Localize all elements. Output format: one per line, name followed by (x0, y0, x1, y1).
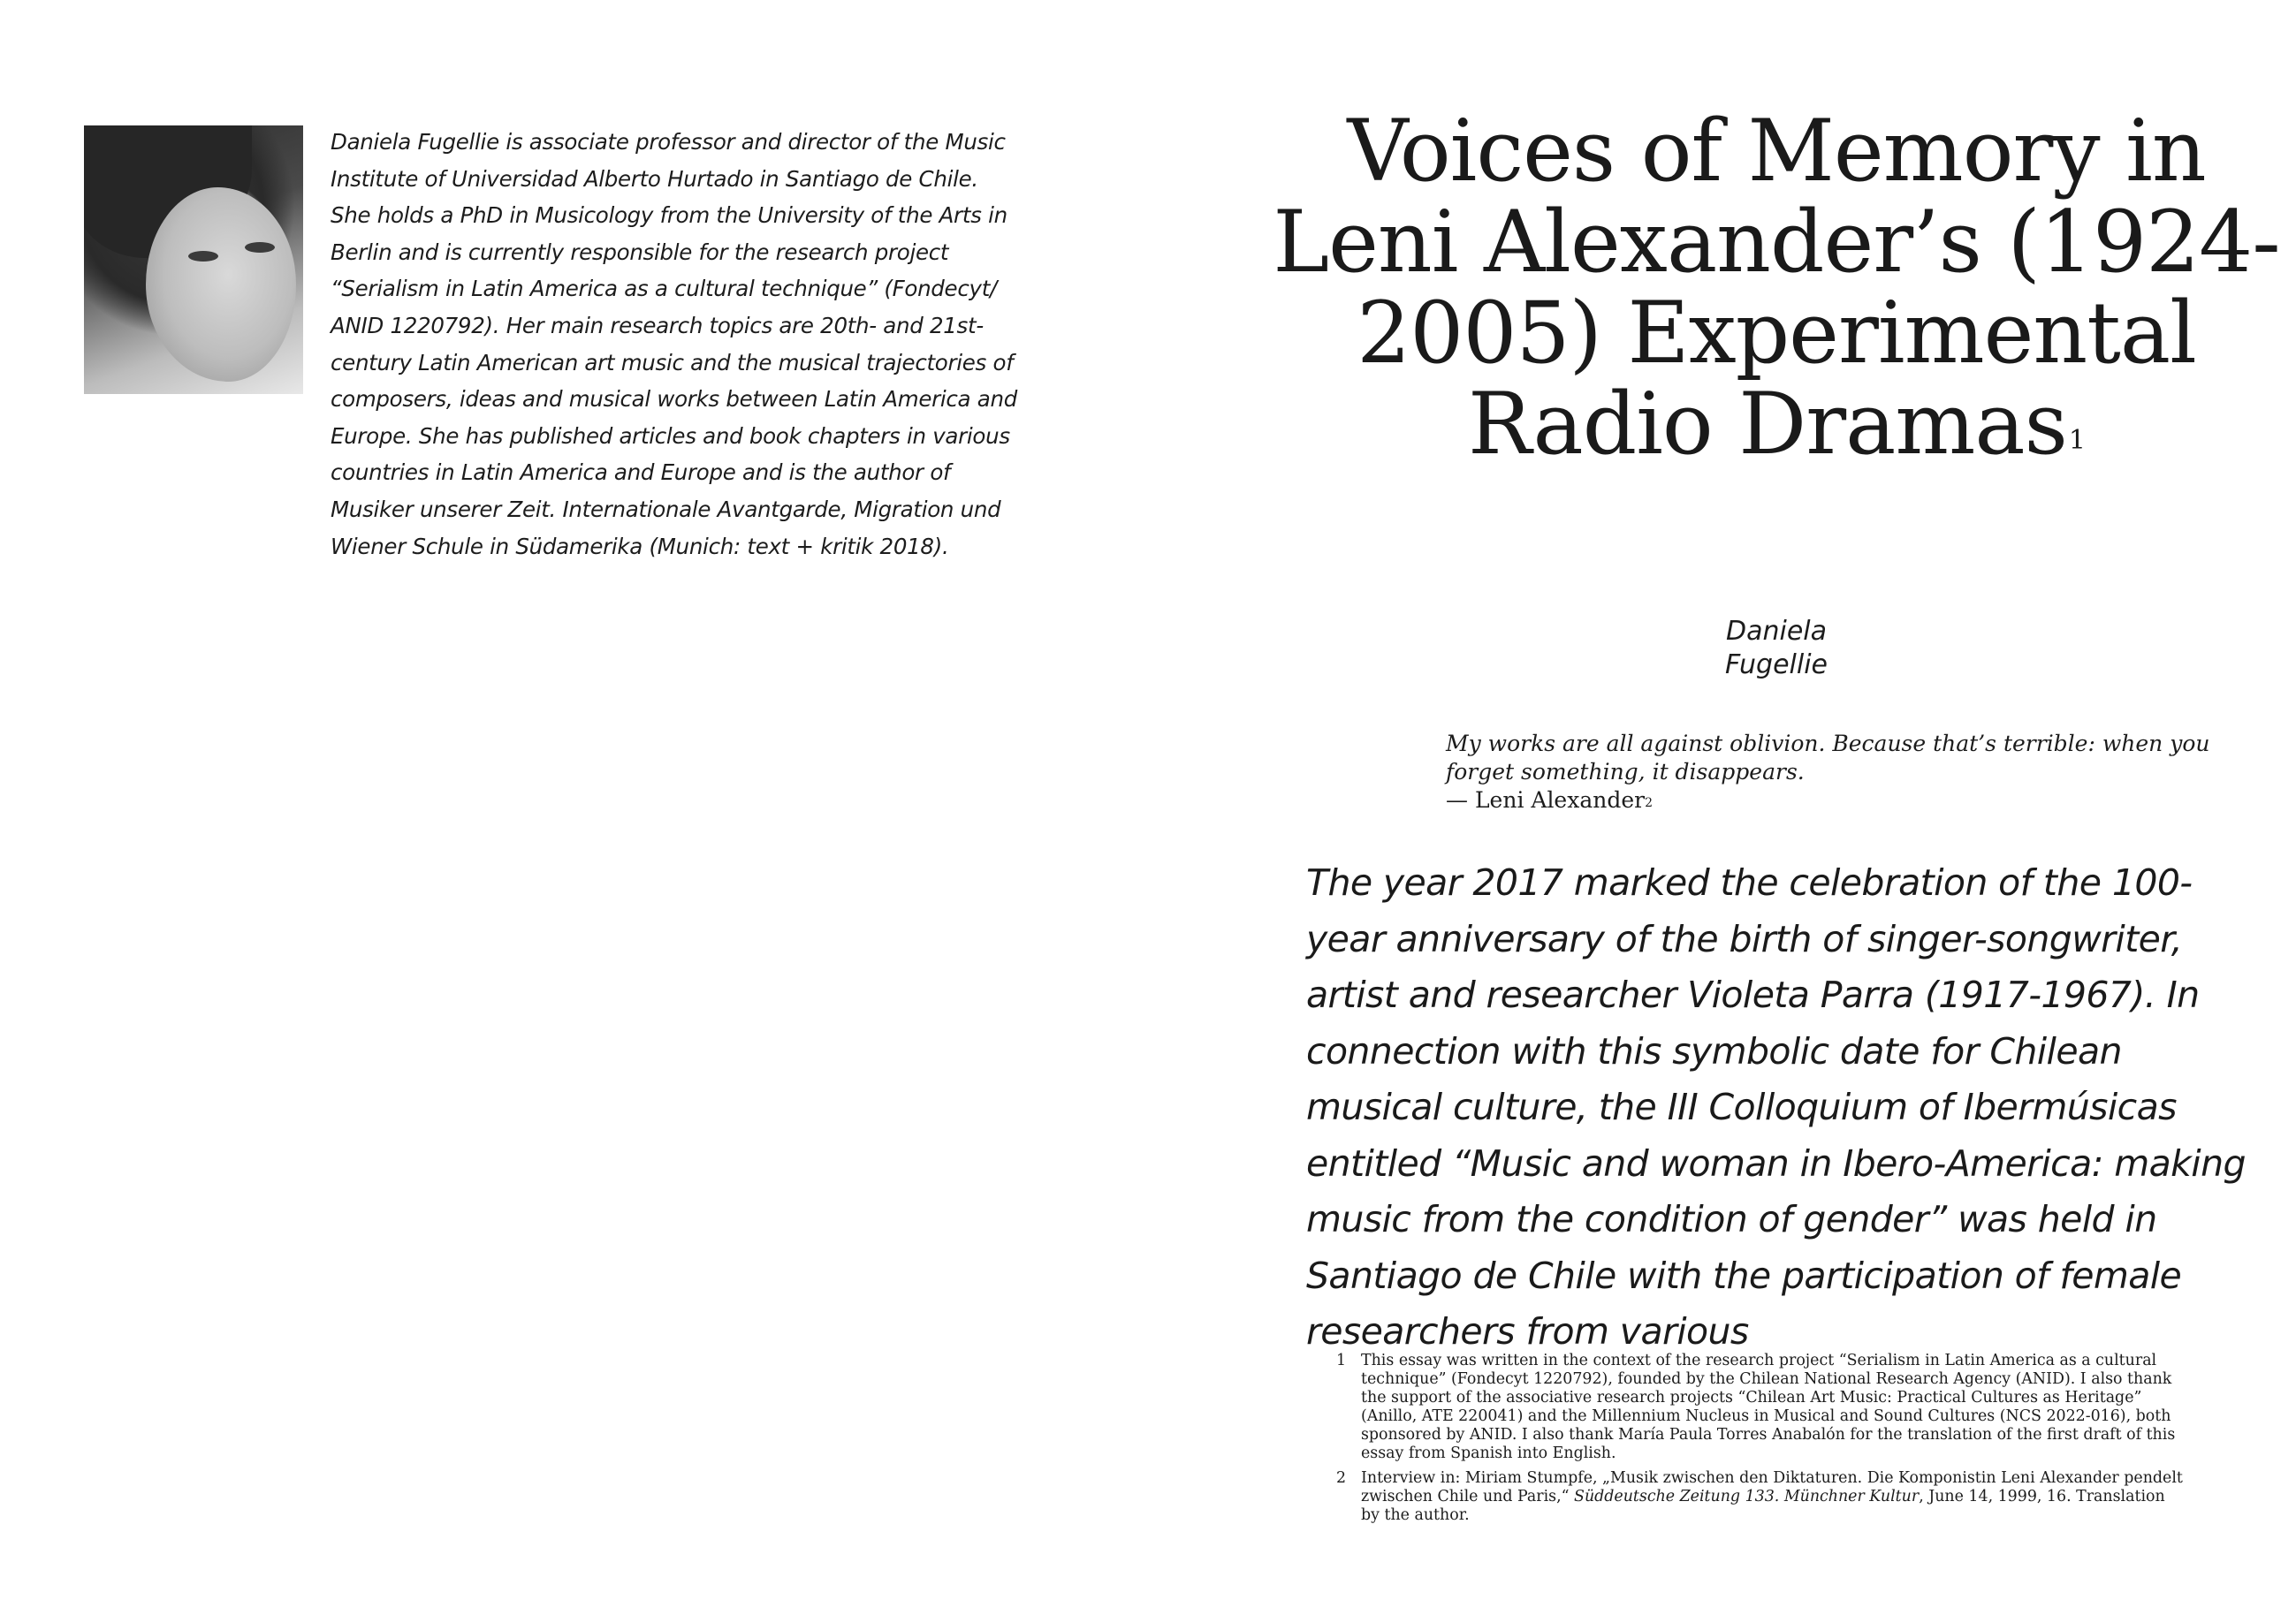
bio-text-end: (Munich: text + kritik 2018). (642, 533, 949, 559)
photo-face (146, 187, 296, 382)
footnote-number: 1 (1336, 1352, 1347, 1369)
author-last-name: Fugellie (1724, 649, 1828, 680)
photo-eye-right (245, 242, 275, 253)
title-footnote-ref[interactable]: 1 (2068, 425, 2085, 456)
footnotes (1336, 1352, 2185, 1531)
footnote-2 (1336, 1469, 2185, 1525)
body-paragraph: The year 2017 marked the celebration of the 100-year anniversary of the birth of singer-songwriter, artist and researcher Violeta Parra (1917-1967). In connection with this symbolic date for Chilean musical culture, the III Colloquium of Ibermúsicas entitled “Music and woman in Ibero-America: making music from the condition of gender” was held in Santiago de Chile with the participation of female researchers from various (1306, 861, 2246, 1353)
epigraph-attribution (1446, 786, 2241, 815)
epigraph-quote: My works are all against oblivion. Because that’s terrible: when you forget something, it disappears. (1446, 731, 2210, 785)
article-author (1644, 615, 1909, 682)
author-photo (84, 125, 303, 394)
epigraph-attribution-text: — Leni Alexander (1446, 787, 1646, 813)
footnote-text-start: Interview in: Miriam Stumpfe, „Musik zwischen den Diktaturen. Die Komponistin Leni Alexander pendelt zwischen Chile und Paris,“ (1361, 1469, 2183, 1505)
photo-eye-left (188, 251, 218, 262)
bio-text: Daniela Fugellie is associate professor and director of the Music Institute of Universidad Alberto Hurtado in Santiago de Chile. She holds a PhD in Musicology from the University of the Arts in Berlin and is currently responsible for the research project “Serialism in Latin America as a cultural technique” (Fondecyt/ ANID 1220792). Her main research topics are 20th- and 21st-century Latin American art music and the musical trajectories of composers, ideas and musical works between Latin America and Europe. She has published articles and book chapters in various countries in Latin America and Europe and is the author of (331, 129, 1017, 486)
footnote-text-end: , June 14, 1999, 16. Translation by the author. (1361, 1488, 2165, 1524)
epigraph-footnote-ref[interactable]: 2 (1645, 796, 1654, 810)
footnote-text: This essay was written in the context of the research project “Serialism in Latin America as a cultural technique” (Fondecyt 1220792), founded by the Chilean National Research Agency (ANID). I also thank the support of the associative research projects “Chilean Art Music: Practical Cultures as Heritage” (Anillo, ATE 220041) and the Millennium Nucleus in Musical and Sound Cultures (NCS 2022-016), both sponsored by ANID. I also thank María Paula Torres Anabalón for the translation of the first draft of this essay from Spanish into English. (1361, 1352, 2176, 1462)
footnote-text (1361, 1469, 2185, 1525)
footnote-1 (1336, 1352, 2185, 1463)
author-first-name: Daniela (1725, 616, 1827, 647)
article-title-text: Voices of Memory in Leni Alexander’s (1924-2005) Experimental Radio Dramas (1273, 102, 2280, 474)
epigraph (1446, 730, 2241, 815)
footnote-number: 2 (1336, 1469, 1347, 1487)
bio-book-title: Musiker unserer Zeit. Internationale Avantgarde, Migration und Wiener Schule in Südamerika (331, 496, 1001, 559)
article-title (1273, 102, 2280, 474)
footnote-source-title: Süddeutsche Zeitung 133. Münchner Kultur (1574, 1488, 1920, 1505)
author-bio (331, 124, 1020, 565)
